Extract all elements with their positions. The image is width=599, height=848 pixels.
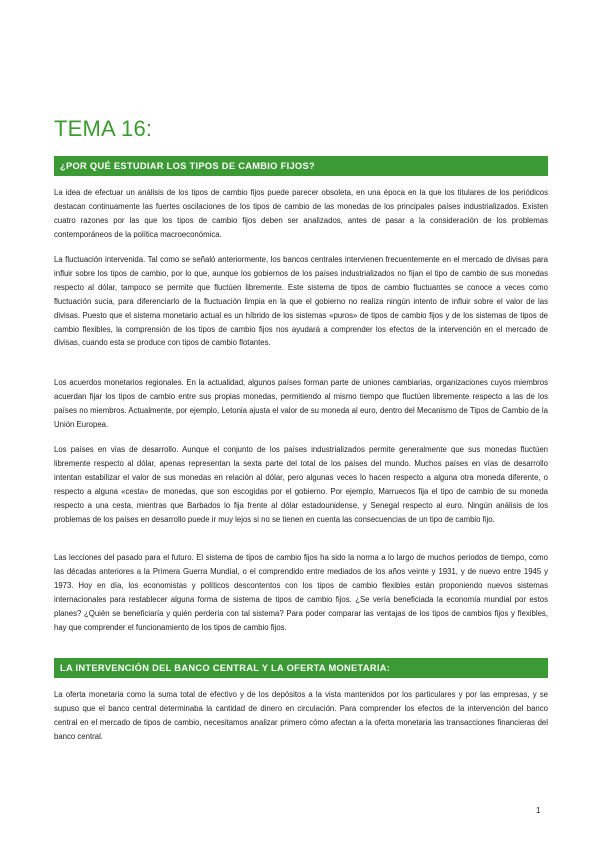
paragraph-developing-countries: Los países en vías de desarrollo. Aunque el conjunto de los países industrializados permite generalmente que sus monedas fluctúen libremente respecto al dólar, apenas representan la sexta parte del total de los países del mundo. Muchos países en vías de desarrollo intentan estabilizar el valor de sus monedas en relación al dólar, pero algunas veces lo hacen respecto a alguna otra moneda diferente, o respecto a alguna «cesta» de monedas, que son escogidas por el gobierno. Por ejemplo, Marruecos fija el tipo de cambio de su moneda respecto a una cesta, mientras que Barbados lo fija frente al dólar estadounidense, y Senegal respecto al euro. Ningún análisis de los problemas de los países en desarrollo puede ir muy lejos si no se tienen en cuenta las consecuencias de un tipo de cambio fijo. xyxy=(54,445,548,524)
section-heading-why-study: ¿POR QUÉ ESTUDIAR LOS TIPOS DE CAMBIO FIJOS? xyxy=(54,156,548,176)
paragraph-managed-float: La fluctuación intervenida. Tal como se señaló anteriormente, los bancos centrales intervienen frecuentemente en el mercado de divisas para influir sobre los tipos de cambio, por lo que, aunque los gobiernos de los países industrializados no fijan el tipo de cambio de sus monedas respecto al dólar, tampoco se permite que fluctúen libremente. Este sistema de tipos de cambio fluctuantes se conoce a veces como fluctuación sucia, para diferenciarlo de la fluctuación limpia en la que el gobierno no realiza ningún intento de influir sobre el valor de las divisas. Puesto que el sistema monetario actual es un híbrido de los sistemas «puros» de tipos de cambio fijos y de los sistemas de tipos de cambio flexibles, la comprensión de los tipos de cambio fijos nos ayudará a comprender los efectos de la intervención en el mercado de divisas, cuando esta se produce con tipos de cambio flotantes. xyxy=(54,255,548,348)
page-title: TEMA 16: xyxy=(54,116,153,141)
section-heading-central-bank: LA INTERVENCIÓN DEL BANCO CENTRAL Y LA OFERTA MONETARIA: xyxy=(54,658,548,678)
paragraph-money-supply: La oferta monetaria como la suma total de efectivo y de los depósitos a la vista mantenidos por los particulares y por las empresas, y se supuso que el banco central determinaba la cantidad de dinero en circulación. Para comprender los efectos de la intervención del banco central en el mercado de tipos de cambio, necesitamos analizar primero cómo afectan a la oferta monetaria las transacciones financieras del banco central. xyxy=(54,690,548,741)
page-number: 1 xyxy=(536,806,541,815)
paragraph-past-lessons: Las lecciones del pasado para el futuro. El sistema de tipos de cambio fijos ha sido la norma a lo largo de muchos periodos de tiempo, como las décadas anteriores a la Primera Guerra Mundial, o el comprendido entre mediados de los años veinte y 1931, y de nuevo entre 1945 y 1973. Hoy en día, los economistas y políticos descontentos con los tipos de cambio flexibles están proponiendo nuevos sistemas internacionales para restablecer alguna forma de sistema de tipos de cambio fijos. ¿Se vería beneficiada la economía mundial por estos planes? ¿Quién se beneficiaría y quién perdería con tal sistema? Para poder comparar las ventajas de los tipos de cambios fijos y flexibles, hay que comprender el funcionamiento de los tipos de cambio fijos. xyxy=(54,553,548,632)
paragraph-regional-agreements: Los acuerdos monetarios regionales. En la actualidad, algunos países forman parte de uniones cambiarias, organizaciones cuyos miembros acuerdan fijar los tipos de cambio entre sus propias monedas, permitiendo al mismo tiempo que fluctúen libremente respecto a las de los países no miembros. Actualmente, por ejemplo, Letonia ajusta el valor de su moneda al euro, dentro del Mecanismo de Tipos de Cambio de la Unión Europea. xyxy=(54,378,548,429)
paragraph-intro: La idea de efectuar un análisis de los tipos de cambio fijos puede parecer obsoleta, en una época en la que los titulares de los periódicos destacan continuamente las fuertes oscilaciones de los tipos de cambio de las monedas de los principales países industrializados. Existen cuatro razones por las que los tipos de cambio fijos deben ser analizados, antes de pasar a la consideración de los problemas contemporáneos de la política macroeconómica. xyxy=(54,188,548,239)
